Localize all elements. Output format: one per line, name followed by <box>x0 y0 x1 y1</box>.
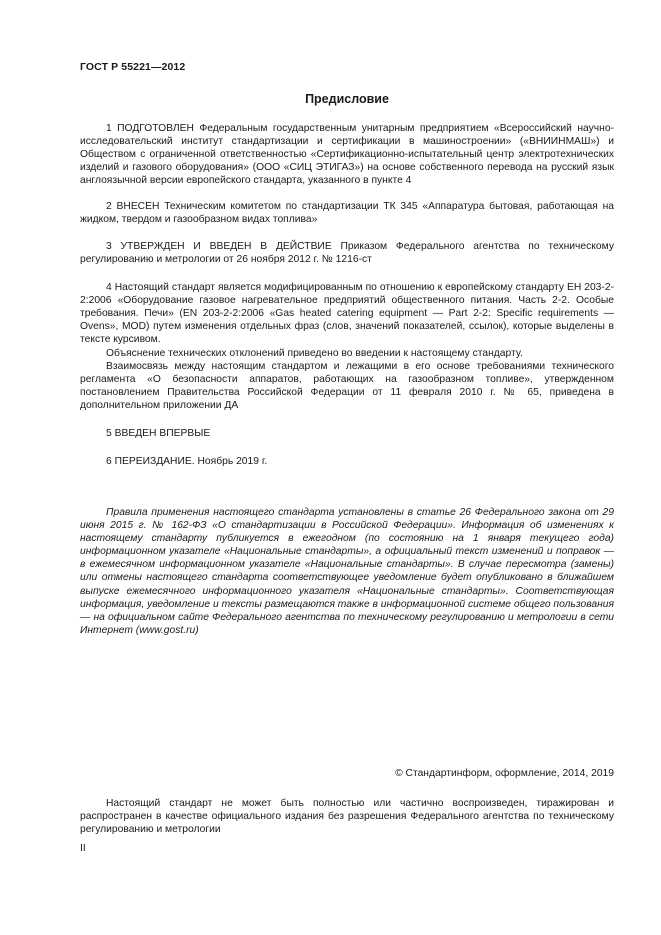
paragraph-4c: Взаимосвязь между настоящим стандартом и лежащими в его основе требованиями технического регламента «О безопасности аппаратов, работающих на газообразном топливе», утвержденном постановлением Правительства Российской Федерации от 11 февраля 2010 г. № 65, приведена в дополнительном приложении ДА <box>80 361 614 412</box>
paragraph-2: 2 ВНЕСЕН Техническим комитетом по стандартизации ТК 345 «Аппаратура бытовая, работающая на жидком, твердом и газообразном видах топлива» <box>80 201 614 226</box>
section-title: Предисловие <box>305 92 389 106</box>
reproduction-notice: Настоящий стандарт не может быть полностью или частично воспроизведен, тиражирован и распространен в качестве официального издания без разрешения Федерального агентства по техническому регулированию и метрологии <box>80 798 614 836</box>
copyright-line: © Стандартинформ, оформление, 2014, 2019 <box>395 768 614 779</box>
paragraph-5: 5 ВВЕДЕН ВПЕРВЫЕ <box>106 428 211 439</box>
paragraph-4: 4 Настоящий стандарт является модифицированным по отношению к европейскому стандарту ЕН 203-2-2:2006 «Оборудование газовое нагревательное предприятий общественного питания. Часть 2-2. Особые требования. Печи» (EN 203-2-2:2006 «Gas heated catering equipment — Part 2-2: Specific requirements — Ovens», MOD) путем изменения отдельных фраз (слов, значений показателей, ссылок), которые выделены в тексте курсивом. <box>80 282 614 346</box>
paragraph-3: 3 УТВЕРЖДЕН И ВВЕДЕН В ДЕЙСТВИЕ Приказом Федерального агентства по техническому регулированию и метрологии от 26 ноября 2012 г. № 1216-ст <box>80 241 614 266</box>
page-number: II <box>80 843 86 854</box>
document-id-header: ГОСТ Р 55221—2012 <box>80 61 186 73</box>
paragraph-4b: Объяснение технических отклонений приведено во введении к настоящему стандарту. <box>106 348 523 359</box>
rules-note: Правила применения настоящего стандарта установлены в статье 26 Федерального закона от 29 июня 2015 г. № 162-ФЗ «О стандартизации в Российской Федерации». Информация об изменениях к настоящему стандарту публикуется в ежегодном (по состоянию на 1 января текущего года) информационном указателе «Национальные стандарты», а официальный текст изменений и поправок — в ежемесячном информационном указателе «Национальные стандарты». В случае пересмотра (замены) или отмены настоящего стандарта соответствующее уведомление будет опубликовано в ближайшем выпуске ежемесячного информационного указателя «Национальные стандарты». Соответствующая информация, уведомление и тексты размещаются также в информационной системе общего пользования — на официальном сайте Федерального агентства по техническому регулированию и метрологии в сети Интернет (www.gost.ru) <box>80 507 614 636</box>
paragraph-1: 1 ПОДГОТОВЛЕН Федеральным государственным унитарным предприятием «Всероссийский научно-исследовательский институт стандартизации и сертификации в машиностроении» («ВНИИНМАШ») и Обществом с ограниченной ответственностью «Сертификационно-испытательный центр электротехнических изделий и газового оборудования» (ООО «СИЦ ЭТИГАЗ») на основе собственного перевода на русский язык англоязычной версии европейского стандарта, указанного в пункте 4 <box>80 123 614 187</box>
paragraph-6: 6 ПЕРЕИЗДАНИЕ. Ноябрь 2019 г. <box>106 456 268 467</box>
